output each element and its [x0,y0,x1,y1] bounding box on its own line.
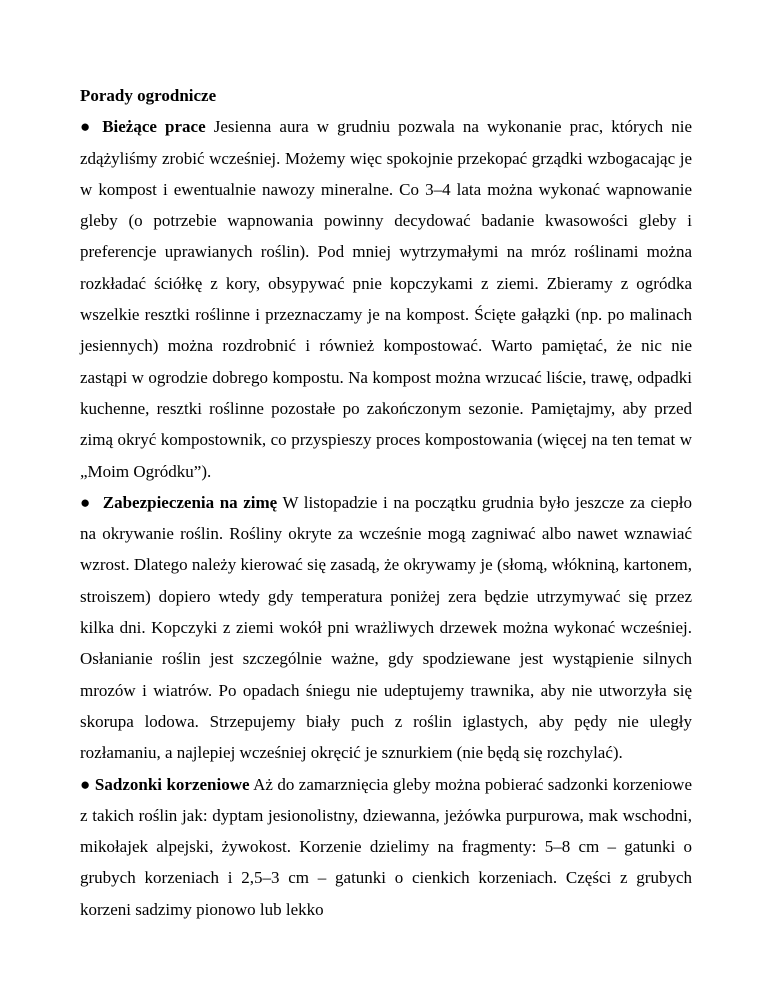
section-sadzonki-korzeniowe [80,769,692,925]
document-page [80,80,692,925]
bullet-icon: ● [80,117,95,137]
section-text: Jesienna aura w grudniu pozwala na wykonanie prac, których nie zdążyliśmy zrobić wcześniej. Możemy więc spokojnie przekopać grządki wzbogacając je w kompost i ewentualnie nawozy mineralne. Co 3–4 lata można wykonać wapnowanie gleby (o potrzebie wapnowania powinny decydować badanie kwasowości gleby i preferencje uprawianych roślin). Pod mniej wytrzymałymi na mróz roślinami można rozkładać ściółkę z kory, obsypywać pnie kopczykami z ziemi. Zbieramy z ogródka wszelkie resztki roślinne i przeznaczamy je na kompost. Ścięte gałązki (np. po malinach jesiennych) można rozdrobnić i również kompostować. Warto pamiętać, że nic nie zastąpi w ogrodzie dobrego kompostu. Na kompost można wrzucać liście, trawę, odpadki kuchenne, resztki roślinne pozostałe po zakończonym sezonie. Pamiętajmy, aby przed zimą okryć kompostownik, co przyspieszy proces kompostowania (więcej na ten temat w „Moim Ogródku”). [80,117,693,481]
section-biezace-prace [80,111,692,487]
section-heading [80,493,277,512]
bullet-icon: ● [80,774,91,794]
section-zabezpieczenia-na-zime [80,487,692,769]
section-heading-text: Zabezpieczenia na zimę [102,492,278,512]
section-heading [80,117,206,136]
section-heading [80,775,250,794]
bullet-icon: ● [80,492,92,512]
section-text: W listopadzie i na początku grudnia było jeszcze za ciepło na okrywanie roślin. Rośliny okryte za wcześnie mogą zagniwać albo nawet wznawiać wzrost. Dlatego należy kierować się zasadą, że okrywamy je (słomą, włókniną, kartonem, stroiszem) dopiero wtedy gdy temperatura poniżej zera będzie utrzymywać się przez kilka dni. Kopczyki z ziemi wokół pni wrażliwych drzewek można wykonać wcześniej. Osłanianie roślin jest szczególnie ważne, gdy spodziewane jest wystąpienie silnych mrozów i wiatrów. Po opadach śniegu nie udeptujemy trawnika, aby nie utworzyła się skorupa lodowa. Strzepujemy biały puch z roślin iglastych, aby pędy nie uległy rozłamaniu, a najlepiej wcześniej okręcić je sznurkiem (nie będą się rozchylać). [80,492,692,763]
document-title: Porady ogrodnicze [80,86,217,105]
section-heading-text: Sadzonki korzeniowe [94,774,250,794]
section-heading-text: Bieżące prace [102,117,206,137]
section-text: Aż do zamarznięcia gleby można pobierać sadzonki korzeniowe z takich roślin jak: dyptam jesionolistny, dziewanna, jeżówka purpurowa, mak wschodni, mikołajek alpejski, żywokost. Korzenie dzielimy na fragmenty: 5–8 cm – gatunki o grubych korzeniach i 2,5–3 cm – gatunki o cienkich korzeniach. Części z grubych korzeni sadzimy pionowo lub lekko [80,774,692,919]
